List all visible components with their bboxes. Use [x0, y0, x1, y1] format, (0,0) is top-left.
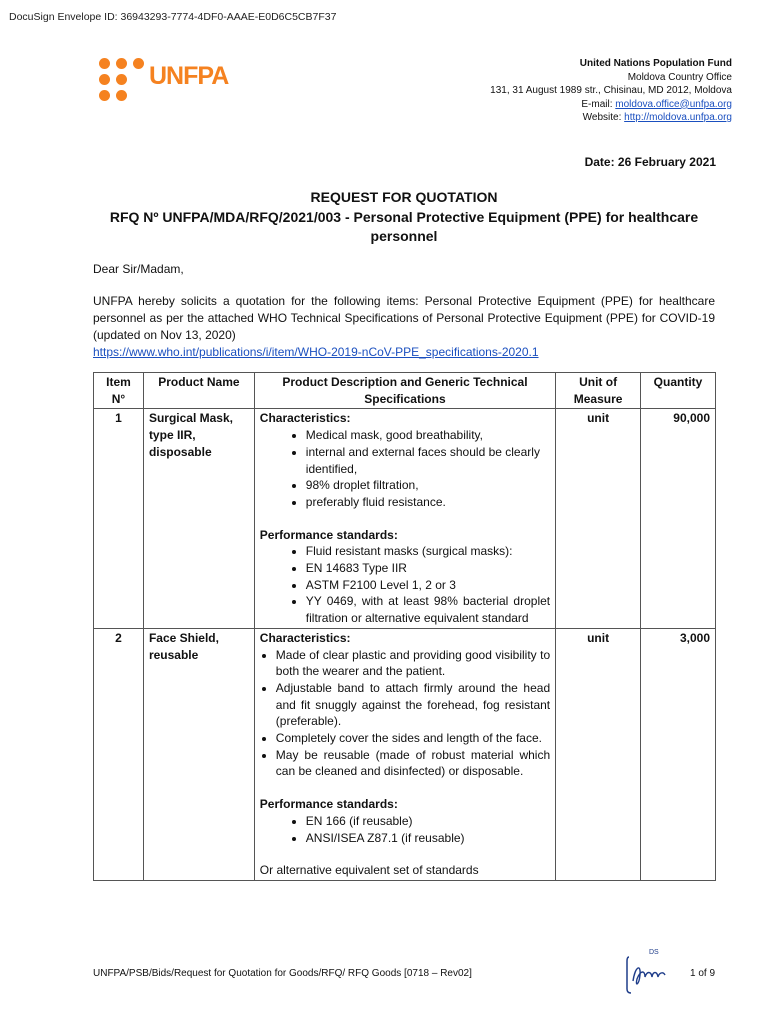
- characteristics-list: [260, 427, 550, 511]
- document-date: Date: 26 February 2021: [584, 155, 716, 169]
- list-item: • ANSI/ISEA Z87.1 (if reusable): [306, 830, 550, 847]
- header-item-no: Item N°: [94, 373, 144, 409]
- list-item: • Completely cover the sides and length of the face.: [276, 730, 550, 747]
- list-item: • ASTM F2100 Level 1, 2 or 3: [306, 577, 550, 594]
- list-item: • Adjustable band to attach firmly around the head and fit snuggly against the forehead, fog resistant (preferable).: [276, 680, 550, 730]
- unfpa-logo: [97, 56, 229, 102]
- product-name: Face Shield, reusable: [143, 628, 254, 880]
- document-title: [93, 188, 715, 247]
- list-item: • EN 166 (if reusable): [306, 813, 550, 830]
- list-item: • EN 14683 Type IIR: [306, 560, 550, 577]
- list-item: • 98% droplet filtration,: [306, 477, 550, 494]
- list-item: • internal and external faces should be clearly identified,: [306, 444, 550, 477]
- quantity: 3,000: [641, 628, 716, 880]
- list-item: • May be reusable (made of robust material which can be cleaned and disinfected) or disposable.: [276, 747, 550, 780]
- header-quantity: Quantity: [641, 373, 716, 409]
- title-line-2: RFQ Nº UNFPA/MDA/RFQ/2021/003 - Personal Protective Equipment (PPE) for healthcare personnel: [109, 208, 699, 244]
- items-table: [93, 372, 716, 881]
- table-row: [94, 409, 716, 628]
- office-address: [490, 57, 732, 125]
- characteristics-title: Characteristics:: [259, 630, 351, 645]
- email-label: E-mail:: [581, 98, 616, 110]
- list-item: • Made of clear plastic and providing good visibility to both the wearer and the patient.: [276, 647, 550, 680]
- performance-list: [260, 543, 550, 627]
- header-product-name: Product Name: [143, 373, 254, 409]
- docusign-envelope-id: DocuSign Envelope ID: 36943293-7774-4DF0-AAAE-E0D6C5CB7F37: [9, 11, 337, 23]
- table-header-row: [94, 373, 716, 409]
- item-number: 1: [94, 409, 144, 628]
- characteristics-title: Characteristics:: [259, 411, 351, 426]
- performance-title: Performance standards:: [259, 797, 398, 812]
- list-item: • Fluid resistant masks (surgical masks):: [306, 543, 550, 560]
- intro-text: UNFPA hereby solicits a quotation for the following items: Personal Protective Equipment (PPE) for healthcare personnel as per the attached WHO Technical Specifications of Personal Protective Equipment (PPE) for COVID-19 (updated on Nov 13, 2020): [93, 294, 715, 342]
- website-label: Website:: [582, 112, 625, 123]
- logo-text: UNFPA: [149, 62, 229, 90]
- quantity: 90,000: [641, 409, 716, 628]
- footer-reference: UNFPA/PSB/Bids/Request for Quotation for Goods/RFQ/ RFQ Goods [0718 – Rev02]: [93, 968, 472, 979]
- performance-title: Performance standards:: [259, 527, 398, 542]
- salutation: Dear Sir/Madam,: [93, 262, 184, 276]
- street-address: 131, 31 August 1989 str., Chisinau, MD 2012, Moldova: [490, 85, 732, 96]
- product-name: Surgical Mask, type IIR, disposable: [143, 409, 254, 628]
- office-name: Moldova Country Office: [627, 71, 732, 83]
- item-number: 2: [94, 628, 144, 880]
- signature-initials: DS: [649, 949, 659, 956]
- header-unit: Unit of Measure: [556, 373, 641, 409]
- list-item: • preferably fluid resistance.: [306, 494, 550, 511]
- table-row: [94, 628, 716, 880]
- who-spec-link[interactable]: https://www.who.int/publications/i/item/WHO-2019-nCoV-PPE_specifications-2020.1: [93, 345, 539, 359]
- title-line-1: REQUEST FOR QUOTATION: [310, 189, 498, 205]
- product-description: [254, 628, 555, 880]
- logo-dots-icon: [97, 56, 149, 102]
- intro-paragraph: [93, 293, 715, 361]
- performance-list: [260, 813, 550, 846]
- unit-of-measure: unit: [556, 409, 641, 628]
- characteristics-list: [260, 647, 550, 781]
- list-item: • Medical mask, good breathability,: [306, 427, 550, 444]
- org-name: United Nations Population Fund: [579, 58, 732, 69]
- unit-of-measure: unit: [556, 628, 641, 880]
- docusign-signature-icon: [625, 945, 675, 995]
- header-description: Product Description and Generic Technical Specifications: [254, 373, 555, 409]
- product-description: [254, 409, 555, 628]
- page-number: 1 of 9: [690, 968, 716, 979]
- standards-note: Or alternative equivalent set of standards: [259, 863, 479, 878]
- website-link[interactable]: http://moldova.unfpa.org: [624, 112, 732, 123]
- email-link[interactable]: moldova.office@unfpa.org: [615, 98, 732, 110]
- list-item: • YY 0469, with at least 98% bacterial droplet filtration or alternative equivalent standard: [306, 593, 550, 626]
